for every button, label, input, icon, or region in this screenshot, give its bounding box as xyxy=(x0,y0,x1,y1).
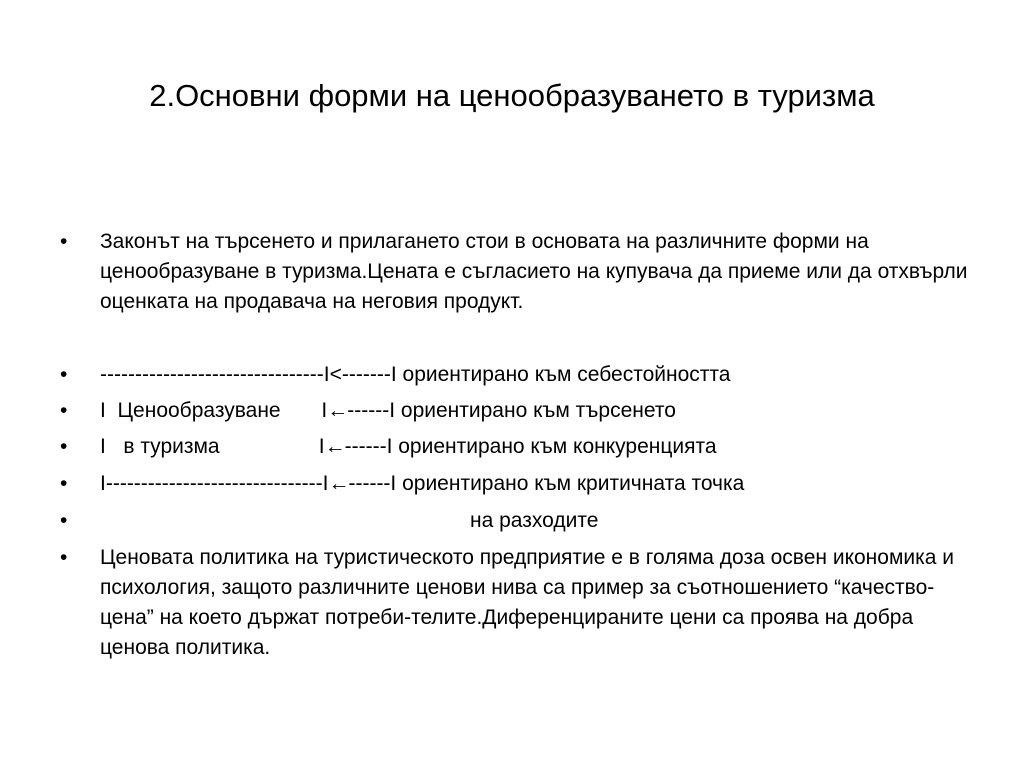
bullet-dot: • xyxy=(60,435,68,458)
diagram-row-competition-left: I в туризма I xyxy=(100,435,325,458)
paragraph-demand-supply: Законът на търсенето и прилагането стои в основата на различните форми на ценообразуване в туризма.Цената е съгласието на купувача да приеме или да отхвърли оценката на продавача на неговия продукт. xyxy=(100,230,968,313)
diagram-row-demand-right: ------I ориентирано към търсенето xyxy=(347,399,676,422)
arrow-left-icon: ← xyxy=(324,435,346,458)
diagram-row-breakeven-left: I-------------------------------I xyxy=(100,472,329,495)
diagram-row-cost-left: --------------------------------I xyxy=(100,363,330,386)
arrow-left-icon: ← xyxy=(327,399,349,422)
bullet-dot: • xyxy=(60,472,68,495)
diagram-row-demand-left: I Ценообразуване I xyxy=(100,399,328,422)
slide-title: 2.Основни форми на ценообразуването в туризма xyxy=(149,78,875,113)
diagram-row-competition-right: ------I ориентирано към конкуренцията xyxy=(344,435,717,458)
diagram-row-breakeven-right: ------I ориентирано към критичната точка xyxy=(348,472,745,495)
bullet-dot: • xyxy=(60,509,68,532)
diagram-row-costs-text: на разходите xyxy=(470,509,599,532)
bullet-dot: • xyxy=(60,230,68,253)
arrow-left-icon: ← xyxy=(328,472,350,495)
arrow-left-icon: < xyxy=(329,363,342,386)
paragraph-price-policy: Ценовата политика на туристическото предприятие е в голяма доза освен икономика и психология, защото различните ценови нива са пример за съотношението “качество-цена” на което държат потреби-телите.Диференцираните цени са проява на добра ценова политика. xyxy=(100,546,955,659)
bullet-dot: • xyxy=(60,363,68,386)
bullet-dot: • xyxy=(60,546,68,569)
diagram-row-cost-right: -------I ориентирано към себестойността xyxy=(341,363,731,386)
bullet-dot: • xyxy=(60,399,68,422)
